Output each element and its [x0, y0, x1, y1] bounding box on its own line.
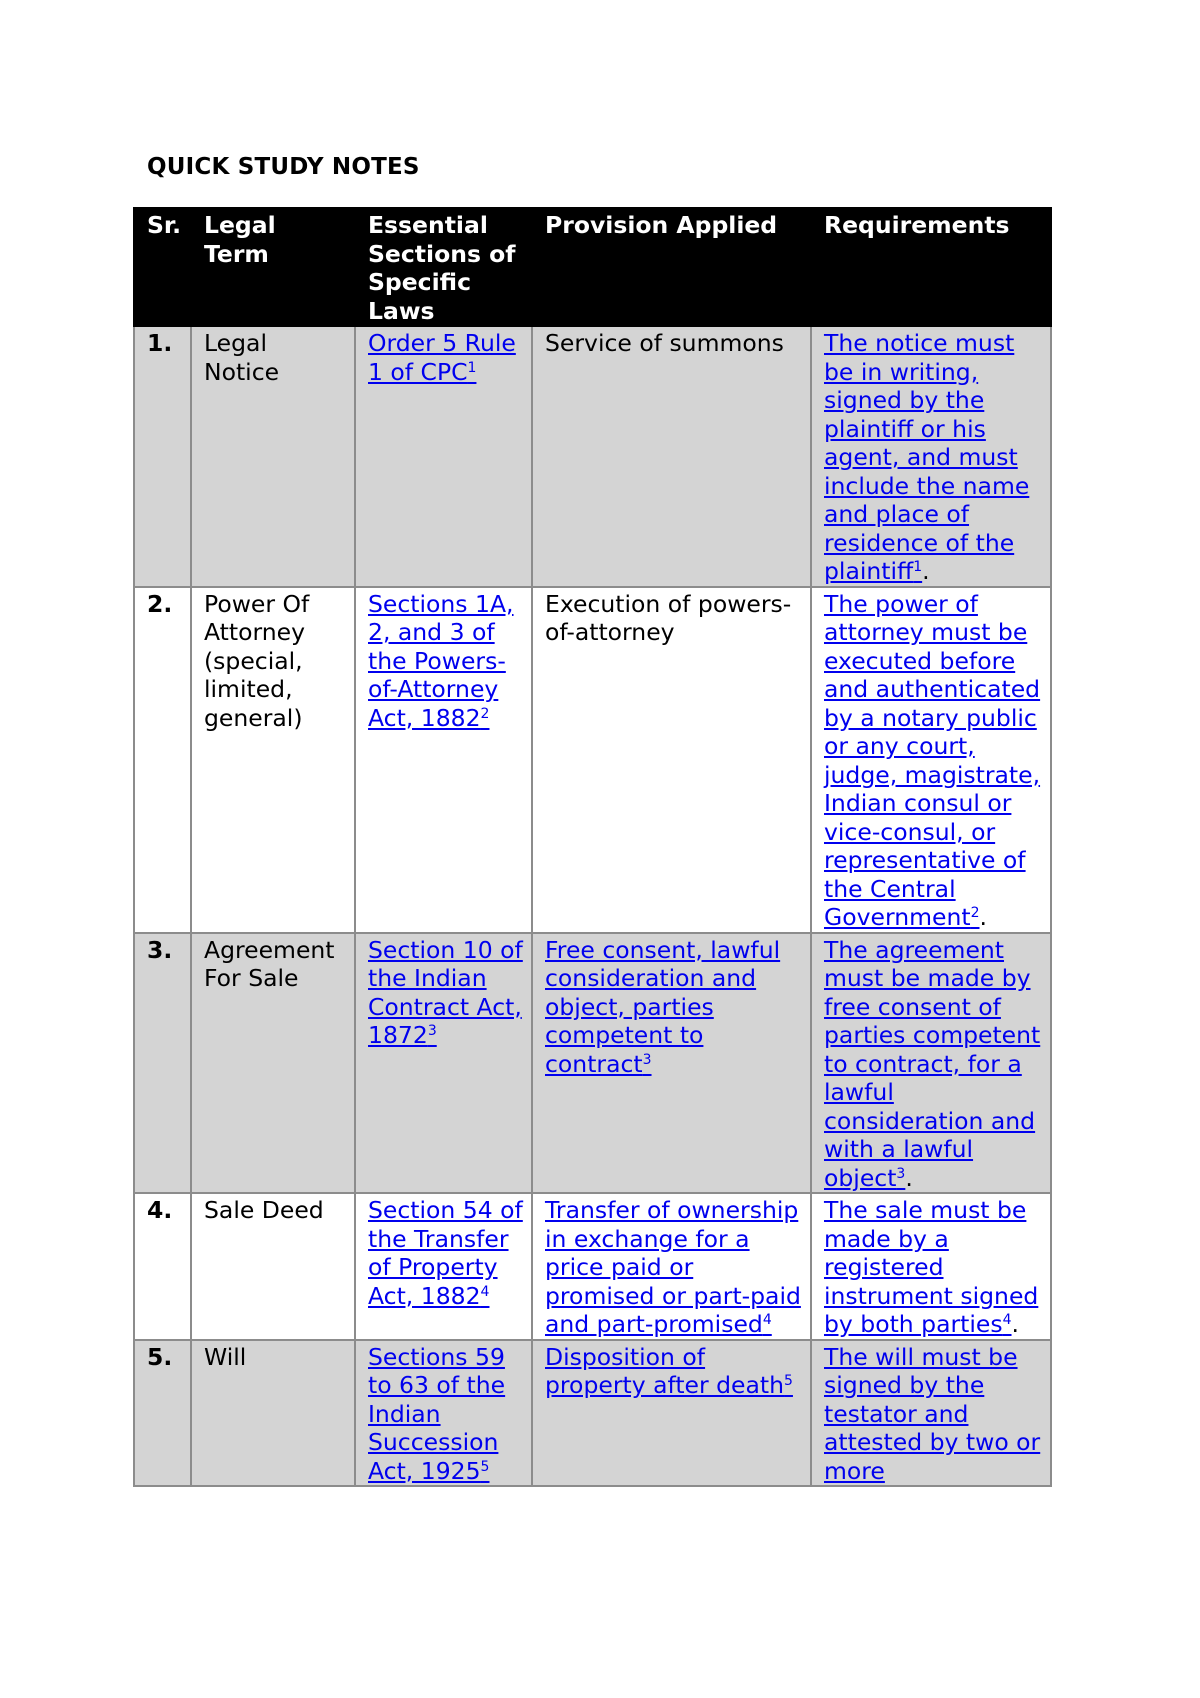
provision-link[interactable] [545, 936, 780, 1078]
provision [545, 936, 780, 1078]
sections-cell [355, 1340, 532, 1487]
sections-link[interactable] [368, 1196, 523, 1310]
requirements-text: The agreement must be made by free consent of parties competent to contract, for a lawful consideration and with a lawful object [824, 935, 1041, 1192]
provision-cell [532, 587, 811, 933]
requirements-cell [811, 1340, 1051, 1487]
header-requirements: Requirements [811, 208, 1051, 326]
requirements-cell [811, 1193, 1051, 1340]
requirements-footnote: 3 [896, 1165, 906, 1182]
sections-footnote: 4 [480, 1283, 490, 1300]
sections-footnote: 1 [467, 359, 477, 376]
table-header [134, 208, 1051, 326]
sr-cell [134, 587, 191, 933]
requirements-link[interactable] [824, 936, 1040, 1192]
requirements-footnote: 4 [1002, 1312, 1012, 1328]
legal-term: Sale Deed [204, 1196, 324, 1224]
sections-text: Order 5 Rule 1 of CPC [368, 329, 516, 386]
provision-link[interactable] [545, 1343, 793, 1400]
sr-number: 3. [147, 935, 173, 964]
provision: Execution of powers-of-attorney [545, 589, 792, 646]
header-legal-term: Legal Term [191, 208, 355, 326]
sections-cell [355, 326, 532, 587]
requirements-cell [811, 326, 1051, 587]
requirements-text: The will must be signed by the testator and attested by two or more [824, 1342, 1041, 1485]
header-row [134, 208, 1051, 326]
provision-text: Disposition of property after death [545, 1342, 785, 1399]
provision-cell [532, 1340, 811, 1487]
table-row [134, 1340, 1051, 1487]
requirements-period: . [979, 903, 987, 931]
sections-text: Section 10 of the Indian Contract Act, 1872 [368, 935, 523, 1049]
sr-cell [134, 933, 191, 1194]
page-title: QUICK STUDY NOTES [147, 154, 420, 180]
table-row [134, 933, 1051, 1194]
table-row [134, 326, 1051, 587]
sections-cell [355, 587, 532, 933]
sr-cell [134, 326, 191, 587]
sections-link[interactable] [368, 590, 514, 732]
provision-footnote: 3 [642, 1051, 652, 1068]
requirements-footnote: 1 [913, 559, 923, 575]
sections-footnote: 5 [480, 1458, 490, 1475]
provision [545, 1196, 801, 1338]
sr-number: 2. [147, 589, 173, 618]
sr-number: 4. [147, 1196, 173, 1224]
requirements-footnote: 2 [970, 905, 980, 921]
provision-cell [532, 326, 811, 587]
requirements-cell [811, 587, 1051, 933]
legal-term: Will [204, 1342, 247, 1371]
requirements-link[interactable] [824, 1343, 1040, 1485]
requirements-cell [811, 933, 1051, 1194]
table-row [134, 587, 1051, 933]
provision-footnote: 5 [784, 1373, 793, 1389]
legal-term-cell [191, 933, 355, 1194]
provision-cell [532, 933, 811, 1194]
sections-link[interactable] [368, 936, 523, 1050]
provision-cell [532, 1193, 811, 1340]
legal-term: Legal Notice [204, 329, 280, 386]
sections-footnote: 3 [427, 1023, 437, 1039]
sections-footnote: 2 [480, 705, 490, 722]
legal-term-cell [191, 326, 355, 587]
legal-term-cell [191, 1193, 355, 1340]
sections-text: Section 54 of the Transfer of Property Act, 1882 [368, 1196, 523, 1310]
sections-cell [355, 1193, 532, 1340]
header-sr: Sr. [134, 208, 191, 326]
requirements-period: . [922, 557, 930, 585]
header-sections: Essential Sections of Specific Laws [355, 208, 532, 326]
table-body [134, 326, 1051, 1486]
requirements-period: . [905, 1163, 913, 1192]
provision [545, 1343, 793, 1400]
sr-number: 1. [147, 329, 173, 357]
sections-link[interactable] [368, 1343, 505, 1485]
requirements-text: The notice must be in writing, signed by the plaintiff or his agent, and must include the name and place of residence of the plaintiff [824, 329, 1030, 585]
legal-term-cell [191, 587, 355, 933]
legal-term: Power Of Attorney (special, limited, general) [204, 589, 310, 732]
sections-text: Sections 1A, 2, and 3 of the Powers-of-Attorney Act, 1882 [368, 589, 514, 732]
requirements-text: The power of attorney must be executed before and authenticated by a notary public or any court, judge, magistrate, Indian consul or vice-consul, or representative of the Central Government [824, 589, 1041, 931]
sr-cell [134, 1193, 191, 1340]
sections-cell [355, 933, 532, 1194]
requirements-link[interactable] [824, 1196, 1038, 1338]
sr-number: 5. [147, 1342, 173, 1371]
requirements-period: . [1011, 1310, 1019, 1338]
sections-link[interactable] [368, 329, 516, 386]
study-notes-table [133, 207, 1052, 1487]
header-provision: Provision Applied [532, 208, 811, 326]
requirements-link[interactable] [824, 329, 1029, 585]
table-row [134, 1193, 1051, 1340]
legal-term-cell [191, 1340, 355, 1487]
requirements-link[interactable] [824, 590, 1040, 932]
provision-link[interactable] [545, 1196, 801, 1338]
requirements-text: The sale must be made by a registered instrument signed by both parties [824, 1196, 1039, 1338]
provision-text: Free consent, lawful consideration and object, parties competent to contract [545, 935, 781, 1078]
sections-text: Sections 59 to 63 of the Indian Succession Act, 1925 [368, 1342, 506, 1485]
provision-text: Transfer of ownership in exchange for a price paid or promised or part-paid and part-promised [545, 1196, 801, 1338]
legal-term: Agreement For Sale [204, 935, 335, 992]
provision: Service of summons [545, 329, 784, 357]
provision-footnote: 4 [762, 1312, 772, 1328]
sr-cell [134, 1340, 191, 1487]
